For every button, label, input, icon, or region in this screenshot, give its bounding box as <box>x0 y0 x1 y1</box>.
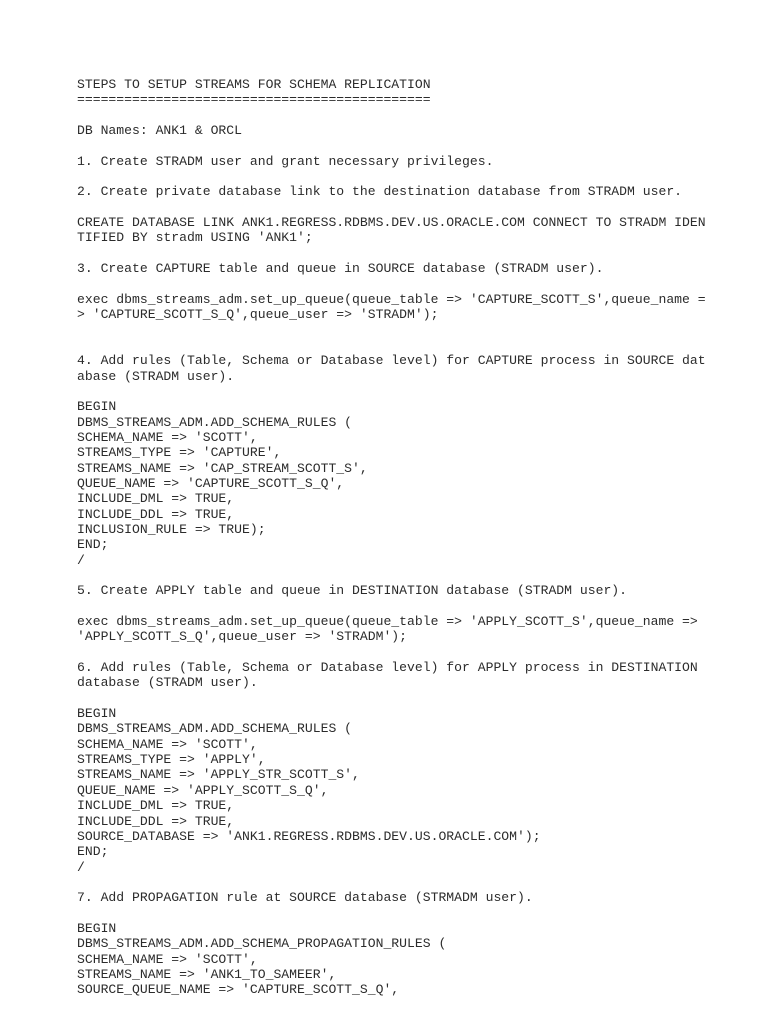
document-line: SCHEMA_NAME => 'SCOTT', <box>77 736 258 752</box>
document-line: 2. Create private database link to the destination database from STRADM user. <box>77 184 683 200</box>
document-line <box>77 645 717 660</box>
document-line: 3. Create CAPTURE table and queue in SOURCE database (STRADM user). <box>77 261 604 277</box>
document-line: STREAMS_NAME => 'ANK1_TO_SAMEER', <box>77 966 337 982</box>
document-line: STEPS TO SETUP STREAMS FOR SCHEMA REPLICATION <box>77 77 431 92</box>
document-line: QUEUE_NAME => 'CAPTURE_SCOTT_S_Q', <box>77 475 345 491</box>
document-line: exec dbms_streams_adm.set_up_queue(queue_table => 'APPLY_SCOTT_S',queue_name => <box>77 614 698 630</box>
document-line: BEGIN <box>77 920 117 936</box>
document-line: SCHEMA_NAME => 'SCOTT', <box>77 429 258 445</box>
document-line: SCHEMA_NAME => 'SCOTT', <box>77 951 258 967</box>
document-line: BEGIN <box>77 399 117 415</box>
document-line <box>77 138 717 153</box>
document-line <box>77 599 717 614</box>
document-text <box>77 77 717 998</box>
document-line: SOURCE_DATABASE => 'ANK1.REGRESS.RDBMS.DEV.US.ORACLE.COM'); <box>77 828 541 844</box>
document-line <box>77 169 717 184</box>
document-line <box>77 108 717 123</box>
document-line: / <box>77 859 85 875</box>
document-line: DB Names: ANK1 & ORCL <box>77 123 243 139</box>
document-line <box>77 338 717 353</box>
document-line: STREAMS_TYPE => 'CAPTURE', <box>77 445 282 461</box>
document-line: abase (STRADM user). <box>77 368 235 384</box>
document-line: 5. Create APPLY table and queue in DESTINATION database (STRADM user). <box>77 583 628 599</box>
document-line: INCLUDE_DML => TRUE, <box>77 798 235 814</box>
document-line: DBMS_STREAMS_ADM.ADD_SCHEMA_RULES ( <box>77 721 353 737</box>
document-line <box>77 568 717 583</box>
document-line: 7. Add PROPAGATION rule at SOURCE database (STRMADM user). <box>77 890 533 906</box>
document-line: 6. Add rules (Table, Schema or Database level) for APPLY process in DESTINATION <box>77 660 698 676</box>
document-line: 'APPLY_SCOTT_S_Q',queue_user => 'STRADM'); <box>77 629 408 645</box>
document-line <box>77 875 717 890</box>
document-line: BEGIN <box>77 706 117 722</box>
document-line: CREATE DATABASE LINK ANK1.REGRESS.RDBMS.DEV.US.ORACLE.COM CONNECT TO STRADM IDEN <box>77 215 706 231</box>
document-line: QUEUE_NAME => 'APPLY_SCOTT_S_Q', <box>77 782 329 798</box>
document-line <box>77 906 717 921</box>
document-line: STREAMS_NAME => 'APPLY_STR_SCOTT_S', <box>77 767 360 783</box>
document-line: INCLUDE_DDL => TRUE, <box>77 813 235 829</box>
document-line: INCLUSION_RULE => TRUE); <box>77 521 266 537</box>
document-line: DBMS_STREAMS_ADM.ADD_SCHEMA_PROPAGATION_RULES ( <box>77 936 447 952</box>
document-line: 4. Add rules (Table, Schema or Database level) for CAPTURE process in SOURCE dat <box>77 353 706 369</box>
document-line: STREAMS_NAME => 'CAP_STREAM_SCOTT_S', <box>77 460 368 476</box>
document-line: INCLUDE_DML => TRUE, <box>77 491 235 507</box>
document-line <box>77 200 717 215</box>
document-line: INCLUDE_DDL => TRUE, <box>77 506 235 522</box>
document-line <box>77 276 717 291</box>
document-line: END; <box>77 537 109 553</box>
document-line: exec dbms_streams_adm.set_up_queue(queue_table => 'CAPTURE_SCOTT_S',queue_name = <box>77 291 706 307</box>
document-line <box>77 384 717 399</box>
document-line: database (STRADM user). <box>77 675 258 691</box>
document-line: > 'CAPTURE_SCOTT_S_Q',queue_user => 'STRADM'); <box>77 307 439 323</box>
document-line: 1. Create STRADM user and grant necessary privileges. <box>77 153 494 169</box>
document-line <box>77 691 717 706</box>
document-line <box>77 246 717 261</box>
document-line: TIFIED BY stradm USING 'ANK1'; <box>77 230 313 246</box>
document-line <box>77 323 717 338</box>
document-line: DBMS_STREAMS_ADM.ADD_SCHEMA_RULES ( <box>77 414 353 430</box>
document-line: SOURCE_QUEUE_NAME => 'CAPTURE_SCOTT_S_Q', <box>77 982 400 998</box>
document-line: STREAMS_TYPE => 'APPLY', <box>77 752 266 768</box>
document-line: END; <box>77 844 109 860</box>
document-line: / <box>77 552 85 568</box>
document-line: ============================================= <box>77 92 431 108</box>
